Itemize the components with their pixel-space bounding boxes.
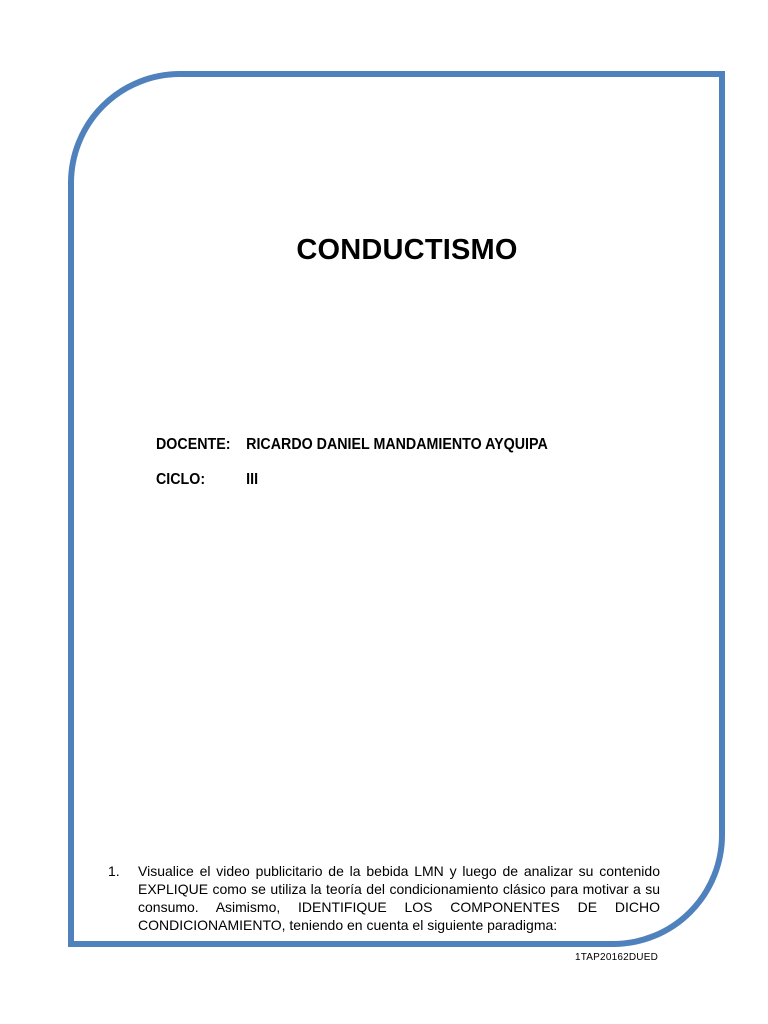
ciclo-label: CICLO: xyxy=(156,471,206,488)
question-item xyxy=(108,862,660,934)
docente-row xyxy=(156,436,548,454)
ciclo-row xyxy=(156,471,258,489)
docente-value: RICARDO DANIEL MANDAMIENTO AYQUIPA xyxy=(246,436,548,453)
question-number: 1. xyxy=(108,863,120,879)
document-title: CONDUCTISMO xyxy=(296,234,518,266)
footer-code: 1TAP20162DUED xyxy=(574,952,658,963)
question-text: Visualice el video publicitario de la bebida LMN y luego de analizar su contenido EXPLIQUE como se utiliza la teoría del condicionamiento clásico para motivar a su consumo. Asimismo, IDENTIFIQUE LOS COMPONENTES DE DICHO CONDICIONAMIENTO, teniendo en cuenta el siguiente paradigma: xyxy=(138,863,660,933)
docente-label: DOCENTE: xyxy=(156,436,231,453)
ciclo-value: III xyxy=(246,471,259,488)
page-border-frame xyxy=(68,71,725,947)
